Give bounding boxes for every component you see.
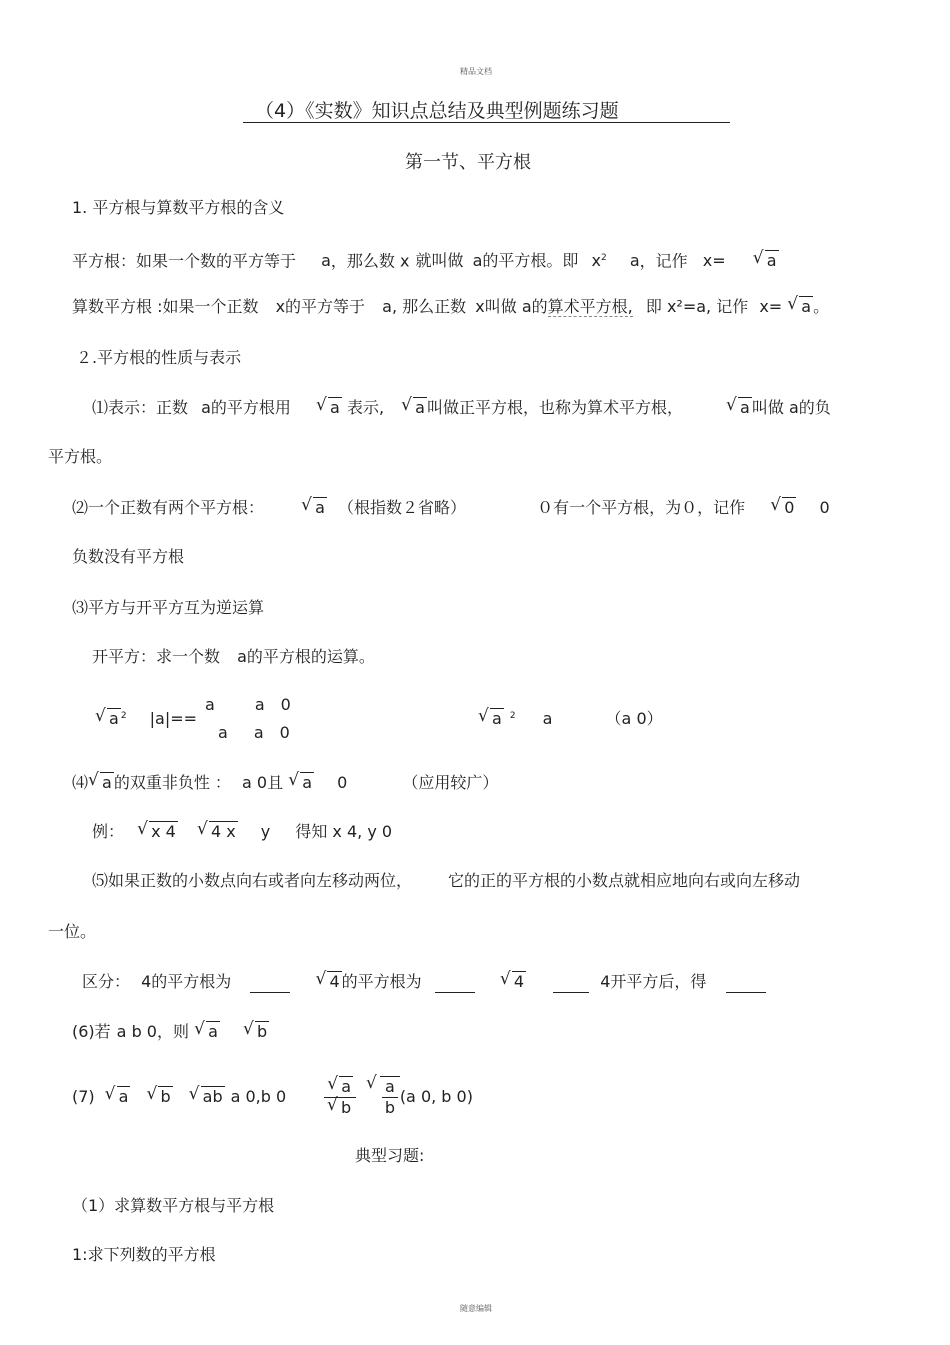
page-header: 精品文档: [460, 67, 492, 76]
sqrt-symbol: √ a: [726, 398, 752, 418]
exercises-heading: 典型习题:: [355, 1146, 425, 1165]
formula-square: √ a $^2$ a （a 0）: [478, 706, 663, 729]
property-2: ⑵一个正数有两个平方根： √ a （根指数２省略） ０有一个平方根，为０，记作 √ 0 0: [72, 498, 830, 518]
property-1: ⑴表示：正数 a的平方根用 √ a 表示, √ a 叫做正平方根，也称为算术平方根， √ a 叫做 a的负: [92, 398, 831, 418]
blank-3[interactable]: [553, 972, 589, 993]
document-title: （4）《实数》知识点总结及典型例题练习题: [255, 100, 619, 122]
blank-4[interactable]: [726, 972, 766, 993]
property-3-def: 开平方：求一个数 a的平方根的运算。: [92, 647, 375, 666]
property-2-cont: 负数没有平方根: [72, 547, 185, 566]
page-footer: 随意编辑: [460, 1304, 492, 1313]
formula-case-2: a a 0: [218, 723, 290, 742]
sqrt-symbol: √ a: [787, 297, 813, 317]
property-6: (6)若 a b 0，则 √ a √ b: [72, 1022, 269, 1042]
sqrt-symbol: √ a: [753, 251, 779, 271]
property-7: (7) √ a √ b √ ab a 0,b 0 √ a √ b √ $\frac{a}{b}$ (a 0, b 0): [72, 1074, 473, 1120]
formula-abs: √ a $^2$ |a|==: [95, 706, 197, 729]
section-title: 第一节、平方根: [405, 152, 531, 173]
sqrt-symbol: √ x 4: [137, 822, 178, 842]
sqrt-symbol: √ a: [105, 1087, 131, 1107]
sqrt-symbol: √ 4 x: [197, 822, 238, 842]
sqrt-symbol: √ a: [88, 773, 114, 793]
property-5: ⑸如果正数的小数点向右或者向左移动两位， 它的正的平方根的小数点就相应地向右或向左移动: [92, 871, 801, 890]
heading-2: ２.平方根的性质与表示: [76, 348, 242, 367]
sqrt-symbol: √ a: [478, 709, 504, 729]
property-3: ⑶平方与开平方互为逆运算: [72, 598, 265, 617]
sqrt-symbol: √ 4: [500, 972, 526, 992]
distinguish-line: 区分： 4的平方根为 √ 4 的平方根为 √ 4 4开平方后，得: [82, 972, 766, 993]
sqrt-symbol: √ b: [146, 1087, 172, 1107]
definition-square-root: 平方根：如果一个数的平方等于 a，那么数 x 就叫做 a的平方根。即 $x^2$ a，记作 x= √ a: [72, 248, 779, 271]
exercise-section-1: （1）求算数平方根与平方根: [72, 1196, 275, 1215]
sqrt-symbol: √ b: [243, 1022, 269, 1042]
sqrt-symbol: √ a: [194, 1022, 220, 1042]
fraction-of-roots: √ a √ b: [324, 1077, 356, 1118]
sqrt-symbol: √ a: [316, 398, 342, 418]
property-5-cont: 一位。: [48, 922, 97, 941]
example: 例： √ x 4 √ 4 x y 得知 x 4, y 0: [92, 822, 392, 842]
sqrt-symbol: √ a: [401, 398, 427, 418]
sqrt-symbol: √ ab: [189, 1087, 225, 1107]
sqrt-symbol: √ 4: [315, 972, 341, 992]
definition-arithmetic-root: 算数平方根 :如果一个正数 x的平方等于 a, 那么正数 x叫做 a的算术平方根, 即 x²=a, 记作 x= √ a 。: [72, 297, 829, 317]
blank-1[interactable]: [250, 972, 290, 993]
sqrt-symbol: √ 0: [770, 498, 796, 518]
property-4: ⑷√ a 的双重非负性 ： a 0且 √ a 0 （应用较广）: [72, 773, 498, 793]
exercise-1: 1:求下列数的平方根: [72, 1245, 216, 1264]
heading-1: 1. 平方根与算数平方根的含义: [72, 198, 285, 217]
formula-case-1: a a 0: [205, 695, 291, 714]
property-1-cont: 平方根。: [48, 447, 113, 466]
root-of-fraction: √ $\frac{a}{b}$: [366, 1076, 400, 1118]
blank-2[interactable]: [435, 972, 475, 993]
sqrt-symbol: √ a: [301, 498, 327, 518]
title-underline: [243, 122, 730, 123]
sqrt-symbol: √ a: [95, 709, 121, 729]
sqrt-symbol: √ a: [288, 773, 314, 793]
